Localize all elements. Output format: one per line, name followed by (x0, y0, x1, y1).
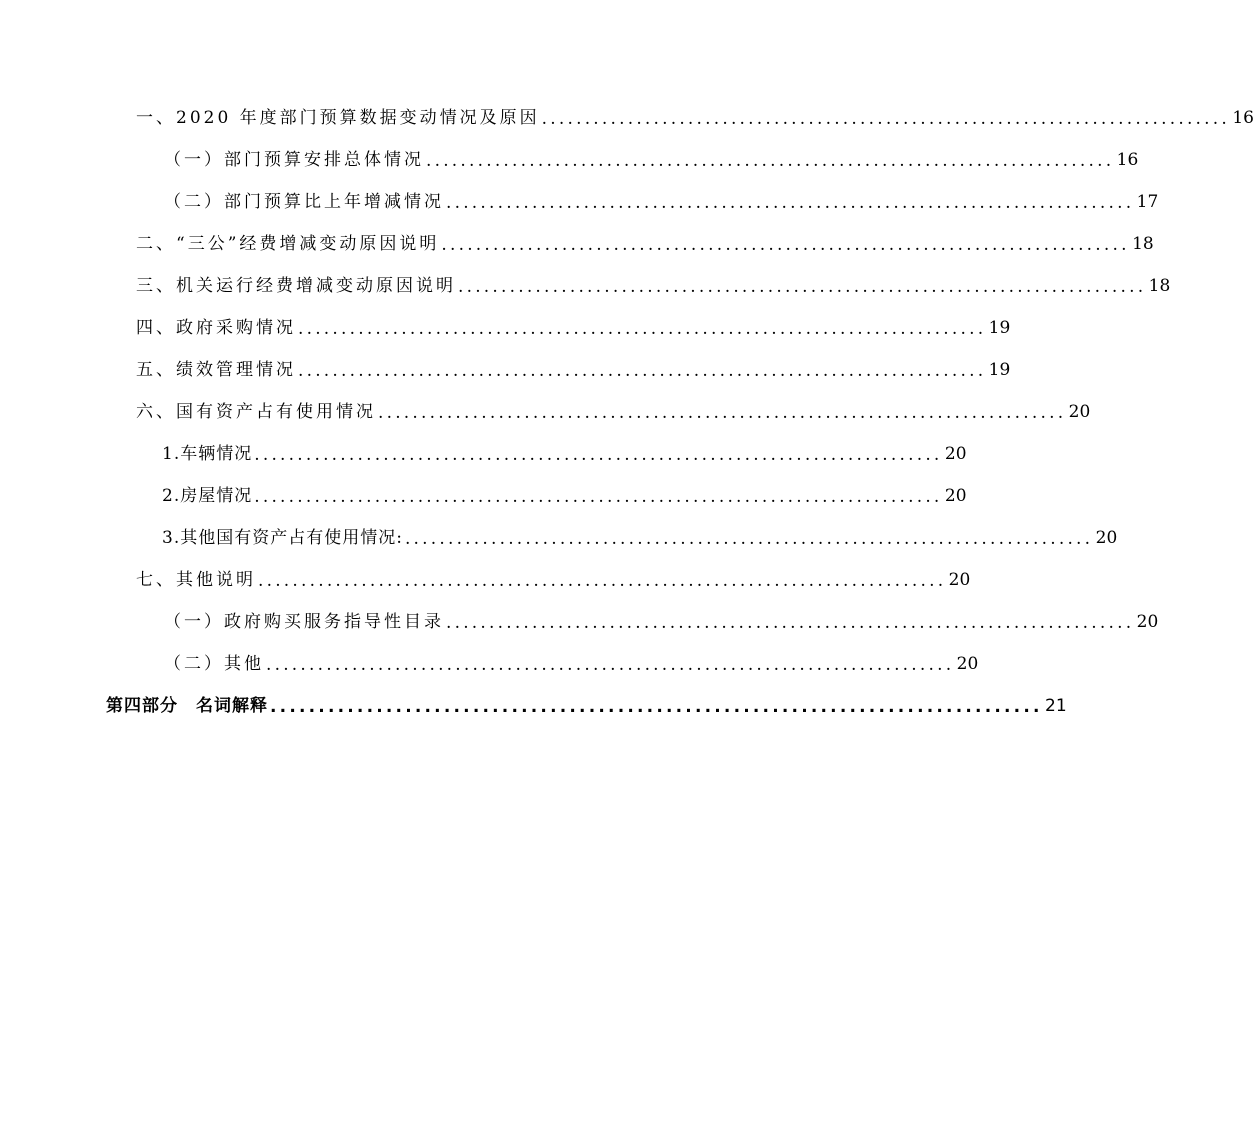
toc-entry-title: 1.车辆情况 (162, 444, 253, 464)
toc-page-number: 20 (948, 570, 971, 590)
toc-entry-title: （二）部门预算比上年增减情况 (164, 192, 444, 212)
toc-entry-other-notes[interactable] (136, 565, 971, 595)
toc-dot-leader: ................................................................................ (541, 109, 1230, 129)
toc-dot-leader: ................................................................................ (441, 235, 1130, 255)
toc-dot-leader: ................................................................................ (404, 529, 1094, 549)
toc-page-number: 19 (988, 318, 1011, 338)
toc-dot-leader: ................................................................................ (266, 655, 955, 675)
toc-page-number: 20 (1068, 402, 1091, 422)
toc-dot-leader: ................................................................................ (378, 403, 1067, 423)
toc-page-number: 18 (1132, 234, 1154, 254)
toc-page-number: 16 (1232, 108, 1254, 128)
toc-entry-title: 七、其他说明 (136, 570, 256, 590)
toc-page-number: 20 (944, 444, 967, 464)
toc-entry-title: 第四部分 名词解释 (106, 696, 268, 716)
toc-page-number: 18 (1148, 276, 1171, 296)
toc-page-number: 16 (1116, 150, 1139, 170)
toc-entry-part-four-glossary[interactable] (106, 691, 1067, 721)
toc-entry-title: （一）部门预算安排总体情况 (164, 150, 424, 170)
toc-dot-leader: ................................................................................ (298, 361, 987, 381)
toc-page-number: 20 (944, 486, 967, 506)
toc-entry-budget-yoy[interactable] (164, 187, 1159, 217)
toc-entry-budget-changes[interactable] (136, 103, 1254, 133)
toc-entry-budget-overall[interactable] (164, 145, 1139, 175)
toc-entry-other[interactable] (164, 649, 979, 679)
toc-page-number: 17 (1136, 192, 1159, 212)
toc-entry-service-catalog[interactable] (164, 607, 1159, 637)
toc-entry-state-assets[interactable] (136, 397, 1091, 427)
toc-page-number: 19 (988, 360, 1011, 380)
toc-entry-three-public-expenses[interactable] (136, 229, 1154, 259)
toc-dot-leader: ................................................................................ (446, 193, 1135, 213)
toc-entry-title: 3.其他国有资产占有使用情况: (162, 528, 403, 548)
toc-dot-leader: ................................................................................ (446, 613, 1135, 633)
toc-entry-title: 一、2020 年度部门预算数据变动情况及原因 (136, 108, 540, 128)
toc-entry-government-procurement[interactable] (136, 313, 1011, 343)
toc-dot-leader: ................................................................................ (458, 277, 1147, 297)
toc-entry-title: 六、国有资产占有使用情况 (136, 402, 376, 422)
toc-entry-other-assets[interactable] (162, 523, 1118, 553)
toc-entry-buildings[interactable] (162, 481, 967, 511)
toc-page-number: 20 (956, 654, 979, 674)
toc-entry-title: 二、“三公”经费增减变动原因说明 (136, 234, 440, 254)
toc-page-number: 21 (1045, 696, 1067, 716)
toc-page-number: 20 (1136, 612, 1159, 632)
toc-entry-operating-expenses[interactable] (136, 271, 1171, 301)
toc-page-number: 20 (1095, 528, 1118, 548)
toc-dot-leader: ................................................................................ (426, 151, 1115, 171)
toc-dot-leader: ................................................................................ (254, 487, 943, 507)
toc-dot-leader: ................................................................................ (298, 319, 987, 339)
toc-dot-leader: ................................................................................ (270, 697, 1043, 717)
toc-entry-title: （一）政府购买服务指导性目录 (164, 612, 444, 632)
toc-dot-leader: ................................................................................ (254, 445, 943, 465)
toc-entry-title: 四、政府采购情况 (136, 318, 296, 338)
toc-entry-title: 五、绩效管理情况 (136, 360, 296, 380)
toc-entry-performance-management[interactable] (136, 355, 1011, 385)
toc-entry-title: 三、机关运行经费增减变动原因说明 (136, 276, 456, 296)
toc-entry-title: （二）其他 (164, 654, 264, 674)
toc-dot-leader: ................................................................................ (258, 571, 947, 591)
toc-entry-vehicles[interactable] (162, 439, 967, 469)
toc-entry-title: 2.房屋情况 (162, 486, 253, 506)
